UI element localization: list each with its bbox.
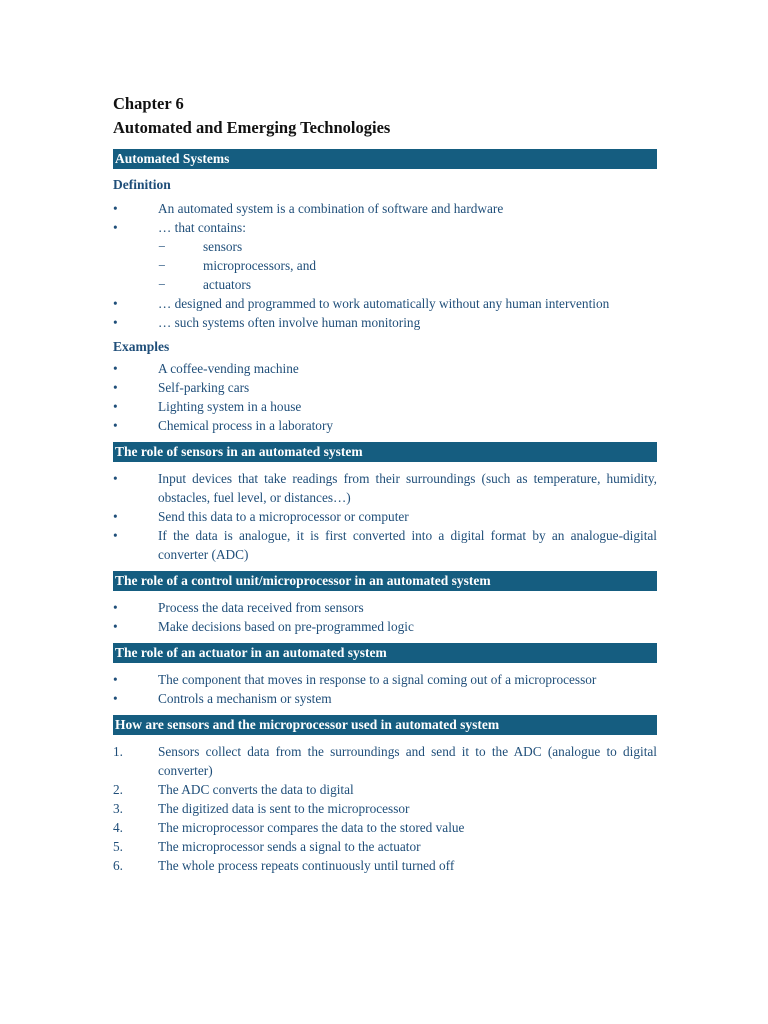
step-number: 6. xyxy=(113,858,123,873)
bullet-marker: • xyxy=(113,315,118,330)
definition-list-cont xyxy=(113,294,657,332)
list-item: 6. The whole process repeats continuously until turned off xyxy=(113,858,455,873)
list-item: • … that contains: xyxy=(113,220,246,235)
sublist-item: − actuators xyxy=(158,277,251,292)
list-item: • … such systems often involve human monitoring xyxy=(113,315,421,330)
sublist-item: − microprocessors, and xyxy=(158,258,316,273)
dash-marker: − xyxy=(158,239,166,254)
step-number: 1. xyxy=(113,744,123,759)
list-item: • Input devices that take readings from their surroundings (such as temperature, humidity, obstacles, fuel level, or distances…) xyxy=(113,471,657,505)
control-unit-list xyxy=(113,598,657,636)
list-item: • If the data is analogue, it is first converted into a digital format by an analogue-digital converter (ADC) xyxy=(113,528,657,562)
process-steps-list xyxy=(113,742,657,875)
examples-list xyxy=(113,359,657,435)
list-item: • Chemical process in a laboratory xyxy=(113,418,334,433)
list-item: • A coffee-vending machine xyxy=(113,361,299,376)
bullet-marker: • xyxy=(113,361,118,376)
list-item: • Make decisions based on pre-programmed logic xyxy=(113,619,414,634)
list-item: • Controls a mechanism or system xyxy=(113,691,332,706)
sensors-list xyxy=(113,469,657,564)
definition-list xyxy=(113,199,657,237)
bullet-marker: • xyxy=(113,600,118,615)
bullet-marker: • xyxy=(113,399,118,414)
chapter-number: Chapter 6 xyxy=(113,94,184,113)
step-number: 4. xyxy=(113,820,123,835)
bullet-marker: • xyxy=(113,528,118,543)
list-item: 1. Sensors collect data from the surroundings and send it to the ADC (analogue to digital converter) xyxy=(113,744,657,778)
list-item: 2. The ADC converts the data to digital xyxy=(113,782,354,797)
list-item: • Self-parking cars xyxy=(113,380,250,395)
bullet-marker: • xyxy=(113,672,118,687)
list-item: • … designed and programmed to work automatically without any human intervention xyxy=(113,296,610,311)
bullet-marker: • xyxy=(113,691,118,706)
bullet-marker: • xyxy=(113,509,118,524)
list-item: 3. The digitized data is sent to the microprocessor xyxy=(113,801,410,816)
document-page xyxy=(113,94,657,875)
section-heading-process: How are sensors and the microprocessor used in automated system xyxy=(113,715,657,735)
dash-marker: − xyxy=(158,258,166,273)
list-item: • The component that moves in response to a signal coming out of a microprocessor xyxy=(113,672,597,687)
list-item: 5. The microprocessor sends a signal to the actuator xyxy=(113,839,421,854)
list-item: 4. The microprocessor compares the data to the stored value xyxy=(113,820,465,835)
list-item: • An automated system is a combination of software and hardware xyxy=(113,201,504,216)
list-item: • Process the data received from sensors xyxy=(113,600,364,615)
section-heading-automated-systems: Automated Systems xyxy=(113,149,657,169)
step-number: 2. xyxy=(113,782,123,797)
bullet-marker: • xyxy=(113,418,118,433)
bullet-marker: • xyxy=(113,296,118,311)
subheading-definition: Definition xyxy=(113,177,171,192)
bullet-marker: • xyxy=(113,380,118,395)
definition-sublist xyxy=(113,237,657,294)
section-heading-control-unit: The role of a control unit/microprocessor in an automated system xyxy=(113,571,657,591)
sublist-item: − sensors xyxy=(158,239,243,254)
list-item: • Send this data to a microprocessor or computer xyxy=(113,509,409,524)
section-heading-sensors: The role of sensors in an automated system xyxy=(113,442,657,462)
actuator-list xyxy=(113,670,657,708)
bullet-marker: • xyxy=(113,471,118,486)
step-number: 3. xyxy=(113,801,123,816)
bullet-marker: • xyxy=(113,220,118,235)
step-number: 5. xyxy=(113,839,123,854)
list-item: • Lighting system in a house xyxy=(113,399,302,414)
bullet-marker: • xyxy=(113,619,118,634)
subheading-examples: Examples xyxy=(113,339,170,354)
section-heading-actuator: The role of an actuator in an automated system xyxy=(113,643,657,663)
bullet-marker: • xyxy=(113,201,118,216)
dash-marker: − xyxy=(158,277,166,292)
chapter-title: Automated and Emerging Technologies xyxy=(113,118,391,137)
